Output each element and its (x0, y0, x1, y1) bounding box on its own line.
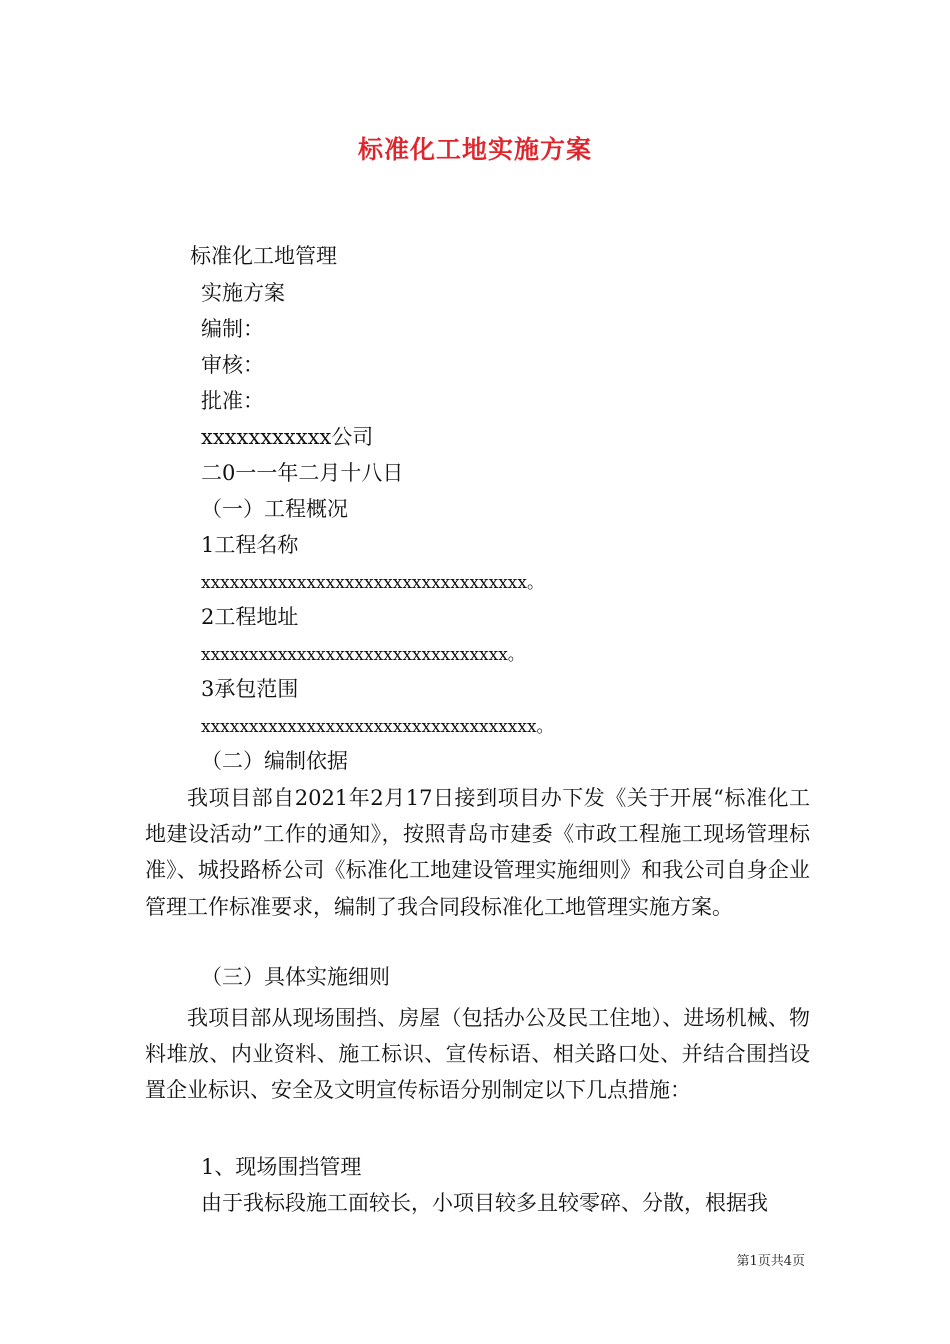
cover-line-1: 标准化工地管理 (190, 244, 337, 268)
page-footer: 第1页共4页 (736, 1254, 805, 1269)
project-address-label: 2工程地址 (201, 605, 299, 629)
subsection-1-heading: 1、现场围挡管理 (201, 1155, 362, 1179)
cover-line-2: 实施方案 (201, 281, 285, 305)
section-2-heading: （二）编制依据 (201, 749, 348, 773)
subsection-1-paragraph-start: 由于我标段施工面较长，小项目较多且较零碎、分散，根据我 (201, 1191, 768, 1215)
project-name-label: 1工程名称 (201, 533, 299, 557)
approved-by-label: 批准： (201, 389, 264, 413)
document-date: 二0一一年二月十八日 (201, 461, 404, 485)
project-address-value: xxxxxxxxxxxxxxxxxxxxxxxxxxxxxxxx。 (201, 645, 525, 665)
section-3-heading: （三）具体实施细则 (201, 965, 390, 989)
contract-scope-value: xxxxxxxxxxxxxxxxxxxxxxxxxxxxxxxxxxx。 (201, 717, 554, 737)
compiled-by-label: 编制： (201, 317, 264, 341)
project-name-value: xxxxxxxxxxxxxxxxxxxxxxxxxxxxxxxxxx。 (201, 573, 544, 593)
document-title: 标准化工地实施方案 (357, 135, 592, 164)
company-name: xxxxxxxxxxx公司 (201, 425, 374, 449)
section-2-paragraph: 我项目部自2021年2月17日接到项目办下发《关于开展“标准化工地建设活动”工作的通知》，按照青岛市建委《市政工程施工现场管理标准》、城投路桥公司《标准化工地建设管理实施细则》和我公司自身企业管理工作标准要求，编制了我合同段标准化工地管理实施方案。 (145, 786, 810, 919)
reviewed-by-label: 审核： (201, 353, 264, 377)
section-1-heading: （一）工程概况 (201, 497, 348, 521)
contract-scope-label: 3承包范围 (201, 677, 299, 701)
section-3-paragraph: 我项目部从现场围挡、房屋（包括办公及民工住地）、进场机械、物料堆放、内业资料、施工标识、宣传标语、相关路口处、并结合围挡设置企业标识、安全及文明宣传标语分别制定以下几点措施： (145, 1006, 810, 1103)
